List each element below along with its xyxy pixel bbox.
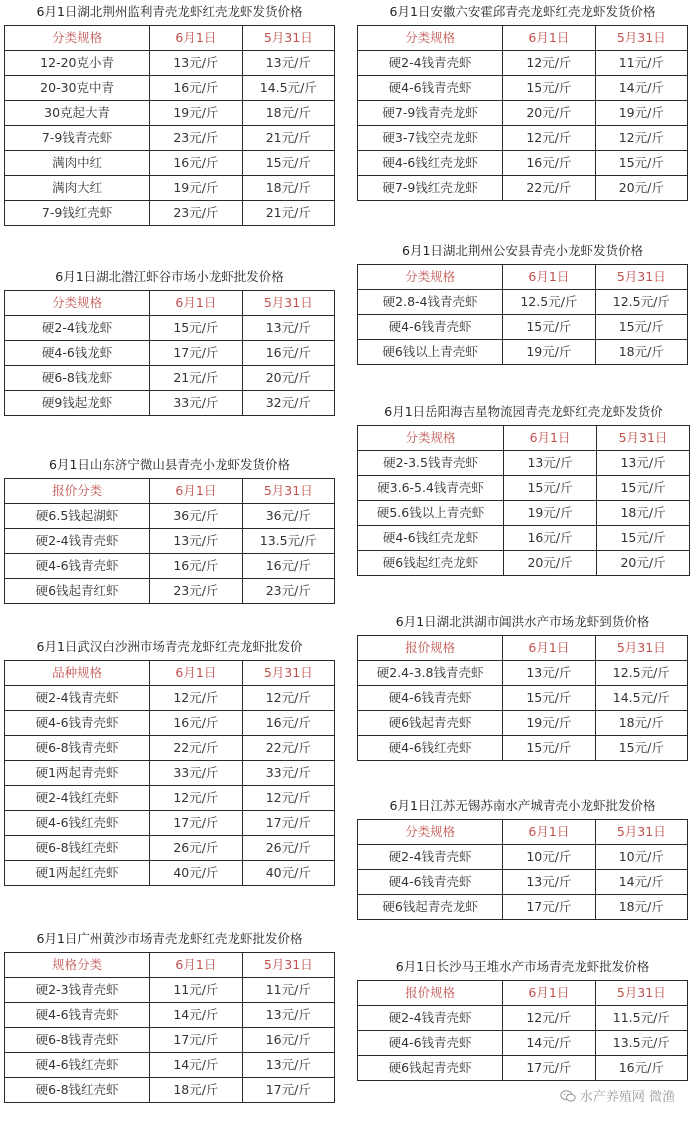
price-cell-jun1: 16元/斤 — [150, 554, 242, 579]
spec-cell: 硬7-9钱红壳龙虾 — [358, 176, 503, 201]
price-cell-may31: 14.5元/斤 — [242, 76, 334, 101]
price-cell-may31: 13元/斤 — [242, 1003, 334, 1028]
spec-cell: 硬4-6钱青壳虾 — [358, 870, 503, 895]
price-cell-may31: 40元/斤 — [242, 861, 334, 886]
table-row — [5, 811, 335, 836]
price-cell-may31: 12元/斤 — [242, 786, 334, 811]
price-cell-may31: 15元/斤 — [597, 476, 690, 501]
price-cell-may31: 19元/斤 — [595, 101, 687, 126]
price-cell-jun1: 36元/斤 — [150, 504, 242, 529]
price-cell-may31: 12.5元/斤 — [595, 290, 687, 315]
price-cell-jun1: 23元/斤 — [150, 126, 242, 151]
price-cell-jun1: 15元/斤 — [150, 316, 242, 341]
price-cell-jun1: 15元/斤 — [504, 476, 597, 501]
price-table — [357, 264, 688, 365]
table-title: 6月1日长沙马王堆水产市场青壳龙虾批发价格 — [395, 959, 650, 974]
price-cell-may31: 15元/斤 — [595, 151, 687, 176]
header-cell: 6月1日 — [150, 661, 242, 686]
header-cell: 6月1日 — [150, 291, 242, 316]
price-cell-may31: 11元/斤 — [595, 51, 687, 76]
price-cell-jun1: 19元/斤 — [504, 501, 597, 526]
price-cell-may31: 21元/斤 — [242, 126, 334, 151]
spec-cell: 硬5.6钱以上青壳虾 — [358, 501, 504, 526]
price-cell-jun1: 16元/斤 — [503, 151, 595, 176]
table-header-row — [5, 953, 335, 978]
header-cell: 分类规格 — [358, 26, 503, 51]
price-cell-jun1: 17元/斤 — [503, 1056, 595, 1081]
table-row — [358, 1031, 688, 1056]
table-row — [5, 176, 335, 201]
header-cell: 5月31日 — [595, 981, 687, 1006]
spec-cell: 7-9钱红壳虾 — [5, 201, 150, 226]
table-row — [5, 504, 335, 529]
price-cell-jun1: 12元/斤 — [150, 686, 242, 711]
watermark — [560, 1086, 675, 1105]
spec-cell: 硬4-6钱青壳虾 — [5, 711, 150, 736]
table-row — [5, 861, 335, 886]
header-cell: 6月1日 — [503, 265, 595, 290]
price-cell-may31: 18元/斤 — [242, 176, 334, 201]
header-cell: 报价分类 — [5, 479, 150, 504]
price-cell-may31: 14.5元/斤 — [595, 686, 687, 711]
table-row — [5, 101, 335, 126]
table-row — [5, 736, 335, 761]
table-title: 6月1日岳阳海吉星物流园青壳龙虾红壳龙虾发货价 — [384, 404, 663, 419]
price-cell-may31: 36元/斤 — [242, 504, 334, 529]
price-table — [4, 952, 335, 1103]
table-header-row — [5, 479, 335, 504]
table-row — [5, 686, 335, 711]
price-block-gongan — [357, 242, 688, 365]
price-cell-may31: 14元/斤 — [595, 870, 687, 895]
price-cell-may31: 32元/斤 — [242, 391, 334, 416]
price-table — [4, 25, 335, 226]
header-cell: 分类规格 — [358, 426, 504, 451]
table-title: 6月1日武汉白沙洲市场青壳龙虾红壳龙虾批发价 — [36, 639, 303, 654]
price-cell-may31: 15元/斤 — [597, 526, 690, 551]
price-table — [357, 635, 688, 761]
spec-cell: 硬4-6钱红壳龙虾 — [358, 526, 504, 551]
table-row — [358, 76, 688, 101]
table-row — [358, 451, 690, 476]
price-cell-may31: 16元/斤 — [242, 341, 334, 366]
table-row — [358, 151, 688, 176]
header-cell: 品种规格 — [5, 661, 150, 686]
price-cell-jun1: 13元/斤 — [504, 451, 597, 476]
header-cell: 5月31日 — [242, 291, 334, 316]
table-row — [5, 201, 335, 226]
price-table — [357, 819, 688, 920]
spec-cell: 硬2-4钱青壳虾 — [5, 529, 150, 554]
price-block-jianli — [4, 3, 335, 226]
price-cell-jun1: 16元/斤 — [150, 76, 242, 101]
table-row — [358, 290, 688, 315]
table-row — [5, 1053, 335, 1078]
price-block-baishazhou — [4, 638, 335, 886]
table-title: 6月1日湖北荆州监利青壳龙虾红壳龙虾发货价格 — [36, 4, 303, 19]
price-cell-jun1: 10元/斤 — [503, 845, 595, 870]
table-title: 6月1日安徽六安霍邱青壳龙虾红壳龙虾发货价格 — [389, 4, 656, 19]
spec-cell: 硬1两起青壳虾 — [5, 761, 150, 786]
price-cell-may31: 15元/斤 — [595, 736, 687, 761]
price-cell-jun1: 17元/斤 — [150, 341, 242, 366]
price-block-weishan — [4, 456, 335, 604]
header-cell: 5月31日 — [595, 636, 687, 661]
price-cell-jun1: 13元/斤 — [150, 51, 242, 76]
table-row — [5, 1003, 335, 1028]
table-row — [358, 176, 688, 201]
price-block-yueyang — [357, 403, 690, 576]
spec-cell: 硬6-8钱红壳虾 — [5, 1078, 150, 1103]
spec-cell: 硬4-6钱龙虾 — [5, 341, 150, 366]
price-cell-may31: 13.5元/斤 — [242, 529, 334, 554]
header-cell: 6月1日 — [150, 479, 242, 504]
table-row — [358, 476, 690, 501]
table-title: 6月1日湖北洪湖市阊洪水产市场龙虾到货价格 — [395, 614, 650, 629]
spec-cell: 7-9钱青壳虾 — [5, 126, 150, 151]
spec-cell: 硬4-6钱红壳虾 — [5, 1053, 150, 1078]
price-cell-may31: 13.5元/斤 — [595, 1031, 687, 1056]
price-cell-jun1: 20元/斤 — [504, 551, 597, 576]
price-cell-may31: 12元/斤 — [242, 686, 334, 711]
spec-cell: 硬2.4-3.8钱青壳虾 — [358, 661, 503, 686]
table-header-row — [5, 661, 335, 686]
price-cell-jun1: 13元/斤 — [503, 661, 595, 686]
price-table — [357, 25, 688, 201]
price-cell-may31: 15元/斤 — [242, 151, 334, 176]
table-row — [358, 686, 688, 711]
price-cell-jun1: 12.5元/斤 — [503, 290, 595, 315]
table-row — [5, 366, 335, 391]
price-cell-jun1: 22元/斤 — [150, 736, 242, 761]
price-cell-may31: 21元/斤 — [242, 201, 334, 226]
price-cell-may31: 18元/斤 — [242, 101, 334, 126]
table-row — [358, 340, 688, 365]
table-row — [5, 711, 335, 736]
price-cell-may31: 20元/斤 — [242, 366, 334, 391]
table-row — [5, 316, 335, 341]
price-cell-jun1: 19元/斤 — [503, 340, 595, 365]
header-cell: 6月1日 — [503, 981, 595, 1006]
price-cell-may31: 13元/斤 — [242, 1053, 334, 1078]
table-row — [5, 1028, 335, 1053]
header-cell: 5月31日 — [595, 820, 687, 845]
spec-cell: 硬4-6钱红壳虾 — [358, 736, 503, 761]
spec-cell: 满肉大红 — [5, 176, 150, 201]
table-row — [5, 391, 335, 416]
spec-cell: 硬4-6钱青壳虾 — [358, 76, 503, 101]
table-header-row — [5, 26, 335, 51]
price-cell-may31: 18元/斤 — [595, 895, 687, 920]
spec-cell: 硬6钱起青红虾 — [5, 579, 150, 604]
price-cell-may31: 20元/斤 — [595, 176, 687, 201]
price-cell-jun1: 19元/斤 — [150, 176, 242, 201]
wechat-icon — [560, 1089, 576, 1103]
spec-cell: 硬4-6钱青壳虾 — [358, 1031, 503, 1056]
price-cell-may31: 26元/斤 — [242, 836, 334, 861]
spec-cell: 硬4-6钱青壳虾 — [358, 686, 503, 711]
header-cell: 6月1日 — [150, 953, 242, 978]
spec-cell: 硬6.5钱起湖虾 — [5, 504, 150, 529]
table-row — [358, 1006, 688, 1031]
spec-cell: 硬6钱以上青壳虾 — [358, 340, 503, 365]
header-cell: 报价规格 — [358, 981, 503, 1006]
price-cell-jun1: 17元/斤 — [150, 811, 242, 836]
spec-cell: 12-20克小青 — [5, 51, 150, 76]
table-header-row — [358, 981, 688, 1006]
price-block-wuxi — [357, 797, 688, 920]
table-row — [5, 1078, 335, 1103]
price-cell-may31: 11.5元/斤 — [595, 1006, 687, 1031]
spec-cell: 硬6-8钱红壳虾 — [5, 836, 150, 861]
spec-cell: 硬3.6-5.4钱青壳虾 — [358, 476, 504, 501]
price-cell-jun1: 11元/斤 — [150, 978, 242, 1003]
spec-cell: 30克起大青 — [5, 101, 150, 126]
spec-cell: 硬2-4钱红壳虾 — [5, 786, 150, 811]
price-cell-may31: 12.5元/斤 — [595, 661, 687, 686]
price-cell-jun1: 22元/斤 — [503, 176, 595, 201]
table-title: 6月1日广州黄沙市场青壳龙虾红壳龙虾批发价格 — [36, 931, 303, 946]
header-cell: 5月31日 — [242, 953, 334, 978]
header-cell: 6月1日 — [503, 820, 595, 845]
spec-cell: 硬6钱起青壳虾 — [358, 711, 503, 736]
header-cell: 分类规格 — [5, 26, 150, 51]
table-header-row — [358, 820, 688, 845]
table-header-row — [358, 26, 688, 51]
price-cell-jun1: 23元/斤 — [150, 579, 242, 604]
price-cell-jun1: 13元/斤 — [150, 529, 242, 554]
price-cell-jun1: 17元/斤 — [150, 1028, 242, 1053]
header-cell: 5月31日 — [597, 426, 690, 451]
table-row — [358, 526, 690, 551]
header-cell: 5月31日 — [242, 661, 334, 686]
price-table — [357, 980, 688, 1081]
price-cell-jun1: 19元/斤 — [150, 101, 242, 126]
table-row — [358, 501, 690, 526]
price-cell-jun1: 26元/斤 — [150, 836, 242, 861]
price-cell-may31: 13元/斤 — [597, 451, 690, 476]
price-cell-jun1: 21元/斤 — [150, 366, 242, 391]
price-cell-jun1: 12元/斤 — [503, 126, 595, 151]
price-cell-jun1: 12元/斤 — [503, 51, 595, 76]
header-cell: 分类规格 — [358, 265, 503, 290]
price-cell-may31: 17元/斤 — [242, 1078, 334, 1103]
spec-cell: 硬1两起红壳虾 — [5, 861, 150, 886]
table-row — [5, 529, 335, 554]
spec-cell: 硬6-8钱青壳虾 — [5, 736, 150, 761]
price-cell-jun1: 19元/斤 — [503, 711, 595, 736]
table-header-row — [358, 426, 690, 451]
header-cell: 报价规格 — [358, 636, 503, 661]
spec-cell: 硬2-3.5钱青壳虾 — [358, 451, 504, 476]
table-row — [5, 836, 335, 861]
table-row — [358, 101, 688, 126]
price-cell-may31: 16元/斤 — [595, 1056, 687, 1081]
header-cell: 分类规格 — [5, 291, 150, 316]
spec-cell: 硬2-4钱龙虾 — [5, 316, 150, 341]
header-cell: 6月1日 — [150, 26, 242, 51]
spec-cell: 硬4-6钱红壳龙虾 — [358, 151, 503, 176]
table-row — [358, 315, 688, 340]
price-cell-may31: 18元/斤 — [597, 501, 690, 526]
price-cell-jun1: 15元/斤 — [503, 76, 595, 101]
table-row — [5, 786, 335, 811]
price-table — [4, 290, 335, 416]
spec-cell: 硬6-8钱龙虾 — [5, 366, 150, 391]
price-cell-jun1: 14元/斤 — [150, 1003, 242, 1028]
price-cell-jun1: 15元/斤 — [503, 736, 595, 761]
price-cell-may31: 20元/斤 — [597, 551, 690, 576]
spec-cell: 硬2.8-4钱青壳虾 — [358, 290, 503, 315]
price-cell-jun1: 40元/斤 — [150, 861, 242, 886]
table-title: 6月1日江苏无锡苏南水产城青壳小龙虾批发价格 — [389, 798, 656, 813]
watermark-text: 水产养殖网 微渔 — [579, 1090, 675, 1105]
spec-cell: 硬2-3钱青壳虾 — [5, 978, 150, 1003]
price-table — [4, 478, 335, 604]
table-row — [358, 661, 688, 686]
price-cell-may31: 13元/斤 — [242, 316, 334, 341]
header-cell: 5月31日 — [595, 26, 687, 51]
table-row — [5, 579, 335, 604]
price-cell-jun1: 12元/斤 — [150, 786, 242, 811]
header-cell: 5月31日 — [595, 265, 687, 290]
table-row — [5, 978, 335, 1003]
price-cell-jun1: 15元/斤 — [503, 315, 595, 340]
price-block-changsha — [357, 958, 688, 1081]
table-title: 6月1日湖北荆州公安县青壳小龙虾发货价格 — [402, 243, 643, 258]
header-cell: 5月31日 — [242, 26, 334, 51]
price-cell-jun1: 14元/斤 — [503, 1031, 595, 1056]
table-row — [5, 76, 335, 101]
header-cell: 5月31日 — [242, 479, 334, 504]
header-cell: 6月1日 — [503, 26, 595, 51]
spec-cell: 硬6钱起红壳龙虾 — [358, 551, 504, 576]
price-cell-may31: 15元/斤 — [595, 315, 687, 340]
header-cell: 规格分类 — [5, 953, 150, 978]
spec-cell: 硬6-8钱青壳虾 — [5, 1028, 150, 1053]
price-cell-may31: 12元/斤 — [595, 126, 687, 151]
table-row — [5, 761, 335, 786]
header-cell: 6月1日 — [504, 426, 597, 451]
table-row — [5, 151, 335, 176]
spec-cell: 硬2-4钱青壳虾 — [5, 686, 150, 711]
table-header-row — [358, 265, 688, 290]
price-cell-may31: 17元/斤 — [242, 811, 334, 836]
price-cell-jun1: 12元/斤 — [503, 1006, 595, 1031]
price-cell-jun1: 14元/斤 — [150, 1053, 242, 1078]
price-cell-may31: 11元/斤 — [242, 978, 334, 1003]
price-cell-jun1: 18元/斤 — [150, 1078, 242, 1103]
price-cell-jun1: 15元/斤 — [503, 686, 595, 711]
price-cell-jun1: 16元/斤 — [150, 711, 242, 736]
spec-cell: 硬4-6钱青壳虾 — [5, 1003, 150, 1028]
table-row — [358, 870, 688, 895]
table-header-row — [358, 636, 688, 661]
spec-cell: 硬4-6钱红壳虾 — [5, 811, 150, 836]
price-cell-may31: 16元/斤 — [242, 711, 334, 736]
price-cell-may31: 33元/斤 — [242, 761, 334, 786]
price-cell-may31: 23元/斤 — [242, 579, 334, 604]
table-row — [5, 51, 335, 76]
price-cell-may31: 10元/斤 — [595, 845, 687, 870]
price-block-huoqiu — [357, 3, 688, 201]
price-table — [4, 660, 335, 886]
price-cell-may31: 22元/斤 — [242, 736, 334, 761]
spec-cell: 硬2-4钱青壳虾 — [358, 51, 503, 76]
spec-cell: 硬4-6钱青壳虾 — [5, 554, 150, 579]
table-row — [358, 736, 688, 761]
table-title: 6月1日山东济宁微山县青壳小龙虾发货价格 — [49, 457, 290, 472]
table-row — [358, 1056, 688, 1081]
table-row — [358, 895, 688, 920]
price-block-huangsha — [4, 930, 335, 1103]
spec-cell: 硬6钱起青壳龙虾 — [358, 895, 503, 920]
spec-cell: 硬9钱起龙虾 — [5, 391, 150, 416]
spec-cell: 硬2-4钱青壳虾 — [358, 1006, 503, 1031]
price-cell-may31: 13元/斤 — [242, 51, 334, 76]
price-cell-may31: 14元/斤 — [595, 76, 687, 101]
header-cell: 分类规格 — [358, 820, 503, 845]
table-header-row — [5, 291, 335, 316]
price-cell-jun1: 16元/斤 — [504, 526, 597, 551]
table-row — [358, 551, 690, 576]
spec-cell: 硬4-6钱青壳虾 — [358, 315, 503, 340]
spec-cell: 满肉中红 — [5, 151, 150, 176]
spec-cell: 硬3-7钱空壳龙虾 — [358, 126, 503, 151]
table-row — [5, 126, 335, 151]
header-cell: 6月1日 — [503, 636, 595, 661]
price-cell-may31: 16元/斤 — [242, 1028, 334, 1053]
spec-cell: 硬6钱起青壳虾 — [358, 1056, 503, 1081]
price-cell-may31: 18元/斤 — [595, 340, 687, 365]
table-row — [358, 845, 688, 870]
price-cell-may31: 16元/斤 — [242, 554, 334, 579]
table-row — [5, 341, 335, 366]
price-cell-jun1: 33元/斤 — [150, 761, 242, 786]
price-cell-may31: 18元/斤 — [595, 711, 687, 736]
price-cell-jun1: 13元/斤 — [503, 870, 595, 895]
table-row — [358, 126, 688, 151]
price-table — [357, 425, 690, 576]
table-row — [358, 711, 688, 736]
price-cell-jun1: 23元/斤 — [150, 201, 242, 226]
price-block-honghu — [357, 613, 688, 761]
price-cell-jun1: 33元/斤 — [150, 391, 242, 416]
table-title: 6月1日湖北潜江虾谷市场小龙虾批发价格 — [55, 269, 284, 284]
spec-cell: 硬7-9钱青壳龙虾 — [358, 101, 503, 126]
price-block-qianjiang — [4, 268, 335, 416]
price-cell-jun1: 16元/斤 — [150, 151, 242, 176]
price-cell-jun1: 20元/斤 — [503, 101, 595, 126]
table-row — [5, 554, 335, 579]
spec-cell: 20-30克中青 — [5, 76, 150, 101]
spec-cell: 硬2-4钱青壳虾 — [358, 845, 503, 870]
price-cell-jun1: 17元/斤 — [503, 895, 595, 920]
table-row — [358, 51, 688, 76]
